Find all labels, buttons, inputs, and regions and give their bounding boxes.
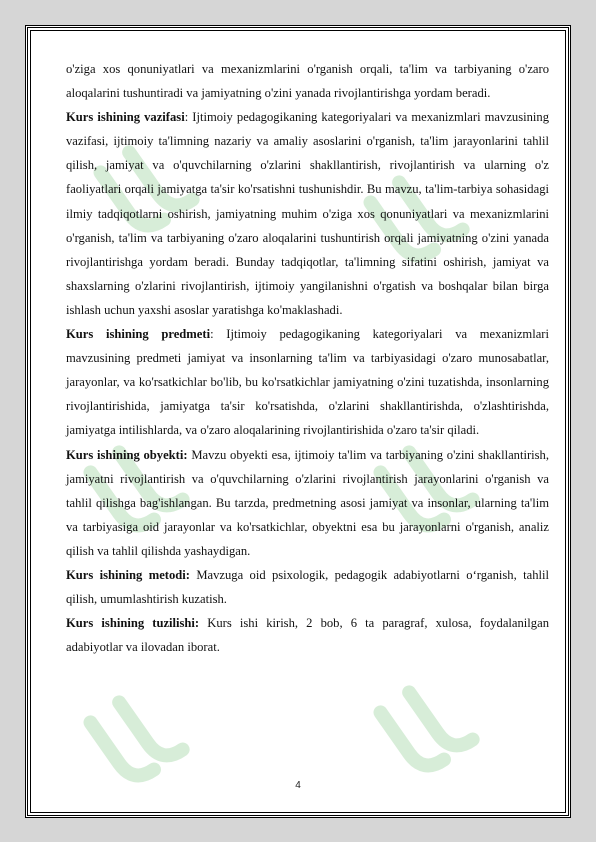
document-page [25,25,571,818]
paragraph [66,611,549,659]
paragraph-label: Kurs ishining metodi: [66,567,190,582]
paragraph-text: o'ziga xos qonuniyatlari va mexanizmlarini o'rganish orqali, ta'lim va tarbiyaning o'zaro aloqalarini tushuntiradi va jamiyatning o'zini yanada rivojlantirishga yordam beradi. [66,62,549,101]
paragraph [66,322,549,442]
paragraph-label: Kurs ishining vazifasi [66,110,185,125]
page-number: 4 [295,780,301,791]
label-separator: : [184,110,193,125]
paragraph-text: Ijtimoiy pedagogikaning kategoriyalari va mexanizmlari mavzusining predmeti jamiyat va insonlarning ta'lim va tarbiyasidagi o'zaro munosabatlar, jarayonlar, va ko'rsatkichlar bo'lib, bu ko'rsatkichlar jamiyatning o'zini tuzatishda, insonlarning rivojlantirishida, jamiyatga ta'sir ko'rsatishda, o'zlarini shakllantirishda, o'zlashtirishda, jamiyatga intilishlarda, va o'zaro aloqalarining rivojlantirishida o'zaro ta'sir qiladi. [66,327,549,438]
paragraph [66,105,549,322]
paragraph-label: Kurs ishining obyekti: [66,447,188,462]
paragraph-label: Kurs ishining predmeti [66,327,211,342]
paragraph [66,57,549,105]
paragraph-text: Mavzuga oid psixologik, pedagogik adabiyotlarni o‘rganish, tahlil qilish, umumlashtirish kuzatish. [66,567,549,607]
paragraph-text: Kurs ishi kirish, 2 bob, 6 ta paragraf, xulosa, foydalanilgan adabiyotlar va ilovadan iborat. [66,616,549,655]
paragraph [66,563,549,611]
paragraph-text: Ijtimoiy pedagogikaning kategoriyalari va mexanizmlari mavzusining vazifasi, ijtimoiy ta'limning nazariy va amaliy asoslarini o'rganish, ta'lim jarayonlarini tahlil qilish, jamiyat va o'quvchilarning o'zlarini shakllantirish, rivojlantirish va ularning o'z faoliyatlari orqali jamiyatga ta'sir ko'rsatishni tushunishdir. Bu mavzu, ta'lim-tarbiya sohasidagi ilmiy tadqiqotlarni oshirish, jamiyatning muhim o'ziga xos qonuniyatlari va mexanizmlarini o'rganish, ta'lim va tarbiyaning o'zaro aloqalarini tushuntirish orqali jamiyatning o'zini yanada rivojlantirishga yordam beradi. Bunday tadqiqotlar, ta'limning sifatini oshirish, jamiyat va shaxslarning o'zlarini rivojlantirish, ijtimoiy yangilanishni o'rgatish va boshqalar bilan birga ishlash uchun yaxshi asoslar yaratishga ko'maklashadi. [66,110,549,317]
label-separator: : [210,327,227,342]
watermark-logo-icon [368,668,488,788]
paragraph [66,443,549,563]
paragraph-text: Mavzu obyekti esa, ijtimoiy ta'lim va tarbiyaning o'zini shakllantirish, jamiyatni rivojlantirish va o'quvchilarning o'zlarini rivojlantirish jarayonlarini o'rganish va tahlil qilishga bag'ishlangan. Bu tarzda, predmetning asosi jamiyat va insonlar, ularning ta'lim va tarbiyasiga oid jarayonlar va ko'rsatkichlar, obyektni esa bu jarayonlarni o'rganish, analiz qilish va tahlil qilishda yashaydigan. [66,447,549,558]
body-text [66,57,549,659]
paragraph-label: Kurs ishining tuzilishi: [66,616,200,631]
